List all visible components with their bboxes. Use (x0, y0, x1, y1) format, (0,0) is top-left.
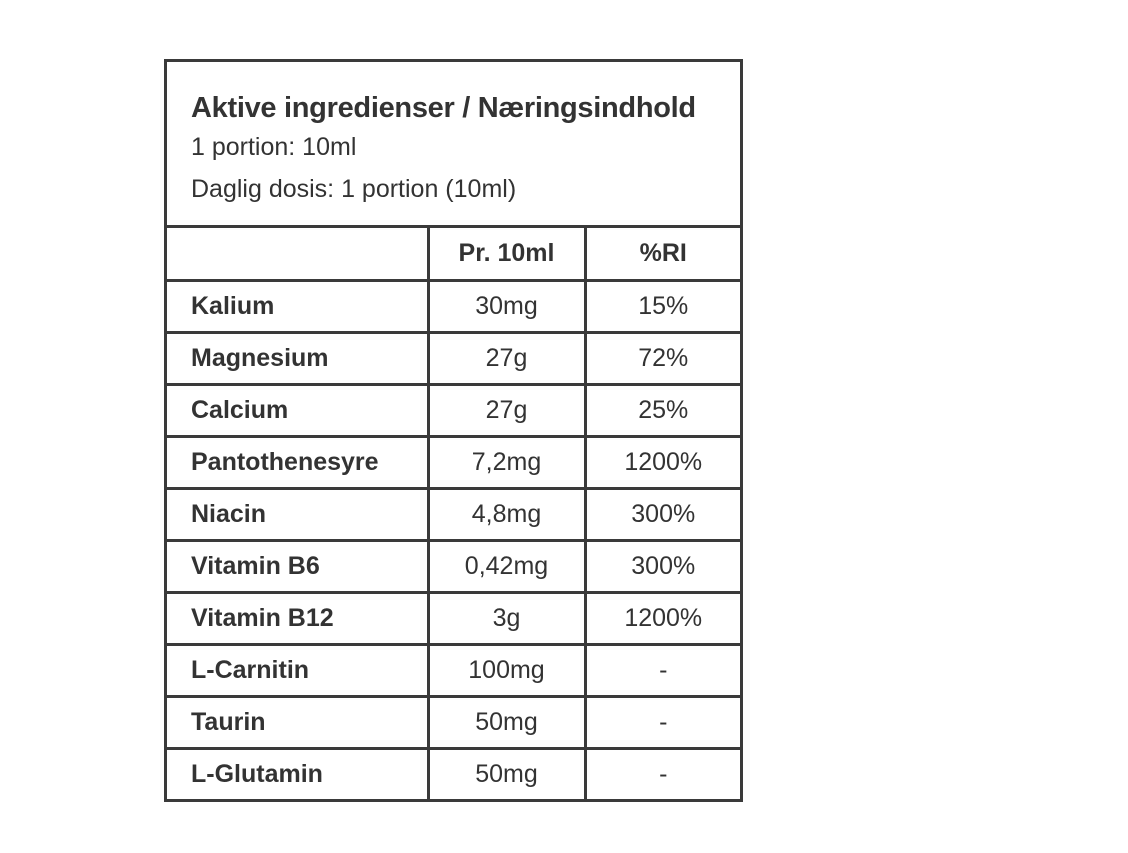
nutrient-table (167, 228, 740, 800)
nutrient-ri: - (585, 748, 740, 800)
column-header-nutrient (167, 228, 428, 280)
nutrient-ri: 300% (585, 540, 740, 592)
nutrient-amount: 100mg (428, 644, 585, 696)
nutrient-name: L-Carnitin (167, 644, 428, 696)
nutrient-name: Taurin (167, 696, 428, 748)
nutrient-ri: - (585, 644, 740, 696)
nutrient-ri: 25% (585, 384, 740, 436)
table-row (167, 748, 740, 800)
nutrient-name: Vitamin B12 (167, 592, 428, 644)
nutrient-ri: 300% (585, 488, 740, 540)
nutrient-name: Calcium (167, 384, 428, 436)
table-row (167, 540, 740, 592)
nutrient-name: Vitamin B6 (167, 540, 428, 592)
nutrient-amount: 7,2mg (428, 436, 585, 488)
table-row (167, 592, 740, 644)
table-header-row (167, 228, 740, 280)
table-row (167, 384, 740, 436)
nutrient-amount: 27g (428, 384, 585, 436)
nutrient-amount: 3g (428, 592, 585, 644)
nutrient-amount: 50mg (428, 748, 585, 800)
table-row (167, 280, 740, 332)
nutrient-amount: 27g (428, 332, 585, 384)
nutrient-amount: 50mg (428, 696, 585, 748)
serving-size: 1 portion: 10ml (191, 133, 357, 161)
nutrition-header (167, 62, 740, 228)
nutrient-name: L-Glutamin (191, 760, 323, 789)
nutrient-ri: 15% (585, 280, 740, 332)
table-row (167, 436, 740, 488)
table-row (167, 488, 740, 540)
nutrient-name: Magnesium (167, 332, 428, 384)
nutrient-amount: 30mg (428, 280, 585, 332)
nutrient-amount: 0,42mg (428, 540, 585, 592)
column-header-ri: %RI (585, 228, 740, 280)
nutrient-amount: 4,8mg (428, 488, 585, 540)
table-row (167, 696, 740, 748)
nutrition-title: Aktive ingredienser / Næringsindhold (191, 92, 696, 124)
nutrient-name: Niacin (167, 488, 428, 540)
table-row (167, 332, 740, 384)
nutrient-ri: 72% (585, 332, 740, 384)
nutrient-name: Pantothenesyre (167, 436, 428, 488)
column-header-per-10ml: Pr. 10ml (428, 228, 585, 280)
nutrient-ri: - (585, 696, 740, 748)
nutrient-ri: 1200% (585, 592, 740, 644)
daily-dose: Daglig dosis: 1 portion (10ml) (191, 175, 517, 203)
nutrient-ri: 1200% (585, 436, 740, 488)
nutrient-name: Kalium (167, 280, 428, 332)
table-row (167, 644, 740, 696)
nutrition-facts-panel (164, 59, 743, 802)
